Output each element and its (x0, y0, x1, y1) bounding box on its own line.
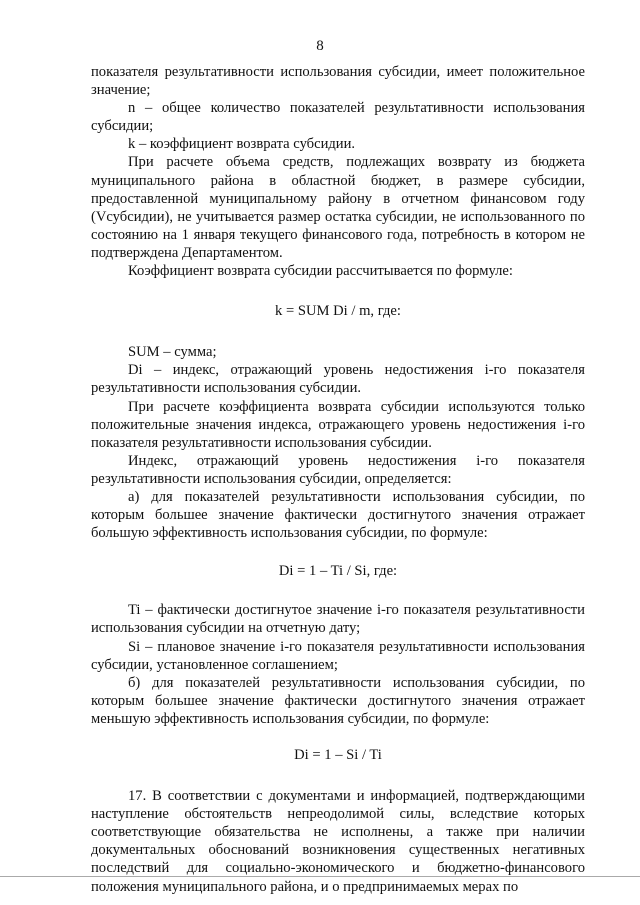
formula-index-a: Di = 1 – Ti / Si, где: (278, 563, 398, 580)
paragraph: б) для показателей результативности использования субсидии, по которым большее значение фактически достигнутого значения отражает меньшую эффективность использования субсидии, по формуле: (91, 674, 585, 727)
formula-index-b: Di = 1 – Si / Ti (294, 747, 382, 763)
page-number: 8 (316, 38, 324, 54)
paragraph: Si – плановое значение i-го показателя результативности использования субсидии, установленное соглашением; (91, 638, 585, 673)
paragraph: Di – индекс, отражающий уровень недостижения i-го показателя результативности использования субсидии. (91, 362, 585, 397)
paragraph: показателя результативности использования субсидии, имеет положительное значение; (91, 64, 585, 99)
paragraph: k – коэффициент возврата субсидии. (128, 136, 356, 153)
paragraph: а) для показателей результативности использования субсидии, по которым большее значение фактически достигнутого значения отражает большую эффективность использования субсидии, по формуле: (91, 488, 585, 542)
paragraph: Индекс, отражающий уровень недостижения i-го показателя результативности использования субсидии, определяется: (91, 452, 585, 487)
paragraph: 17. В соответствии с документами и информацией, подтверждающими наступление обстоятельств непреодолимой силы, вследствие которых соответствующие обязательства не исполнены, а также при наличии документальных обоснований возникновения существенных негативных последствий для социально-экономического и бюджетно-финансового положения муниципального района, и о предпринимаемых мерах по (91, 788, 585, 895)
paragraph: При расчете коэффициента возврата субсидии используются только положительные значения индекса, отражающего уровень недостижения i-го показателя результативности использования субсидии. (91, 398, 585, 451)
paragraph: n – общее количество показателей результативности использования субсидии; (91, 100, 585, 135)
document-body (91, 63, 585, 896)
paragraph: SUM – сумма; (128, 344, 217, 361)
paragraph: При расчете объема средств, подлежащих возврату из бюджета муниципального района в областной бюджет, в размере субсидии, предоставленной муниципальному району в отчетном финансовом году (Vсубсидии), не учитывается размер остатка субсидии, не использованного по состоянию на 1 января текущего финансового года, потребность в котором не подтверждена Департаментом. (91, 154, 585, 261)
paragraph: Коэффициент возврата субсидии рассчитывается по формуле: (128, 263, 513, 280)
formula-return-coefficient: k = SUM Di / m, где: (275, 303, 401, 320)
page-bottom-rule (0, 876, 640, 877)
paragraph: Ti – фактически достигнутое значение i-го показателя результативности использования субсидии на отчетную дату; (91, 602, 585, 637)
